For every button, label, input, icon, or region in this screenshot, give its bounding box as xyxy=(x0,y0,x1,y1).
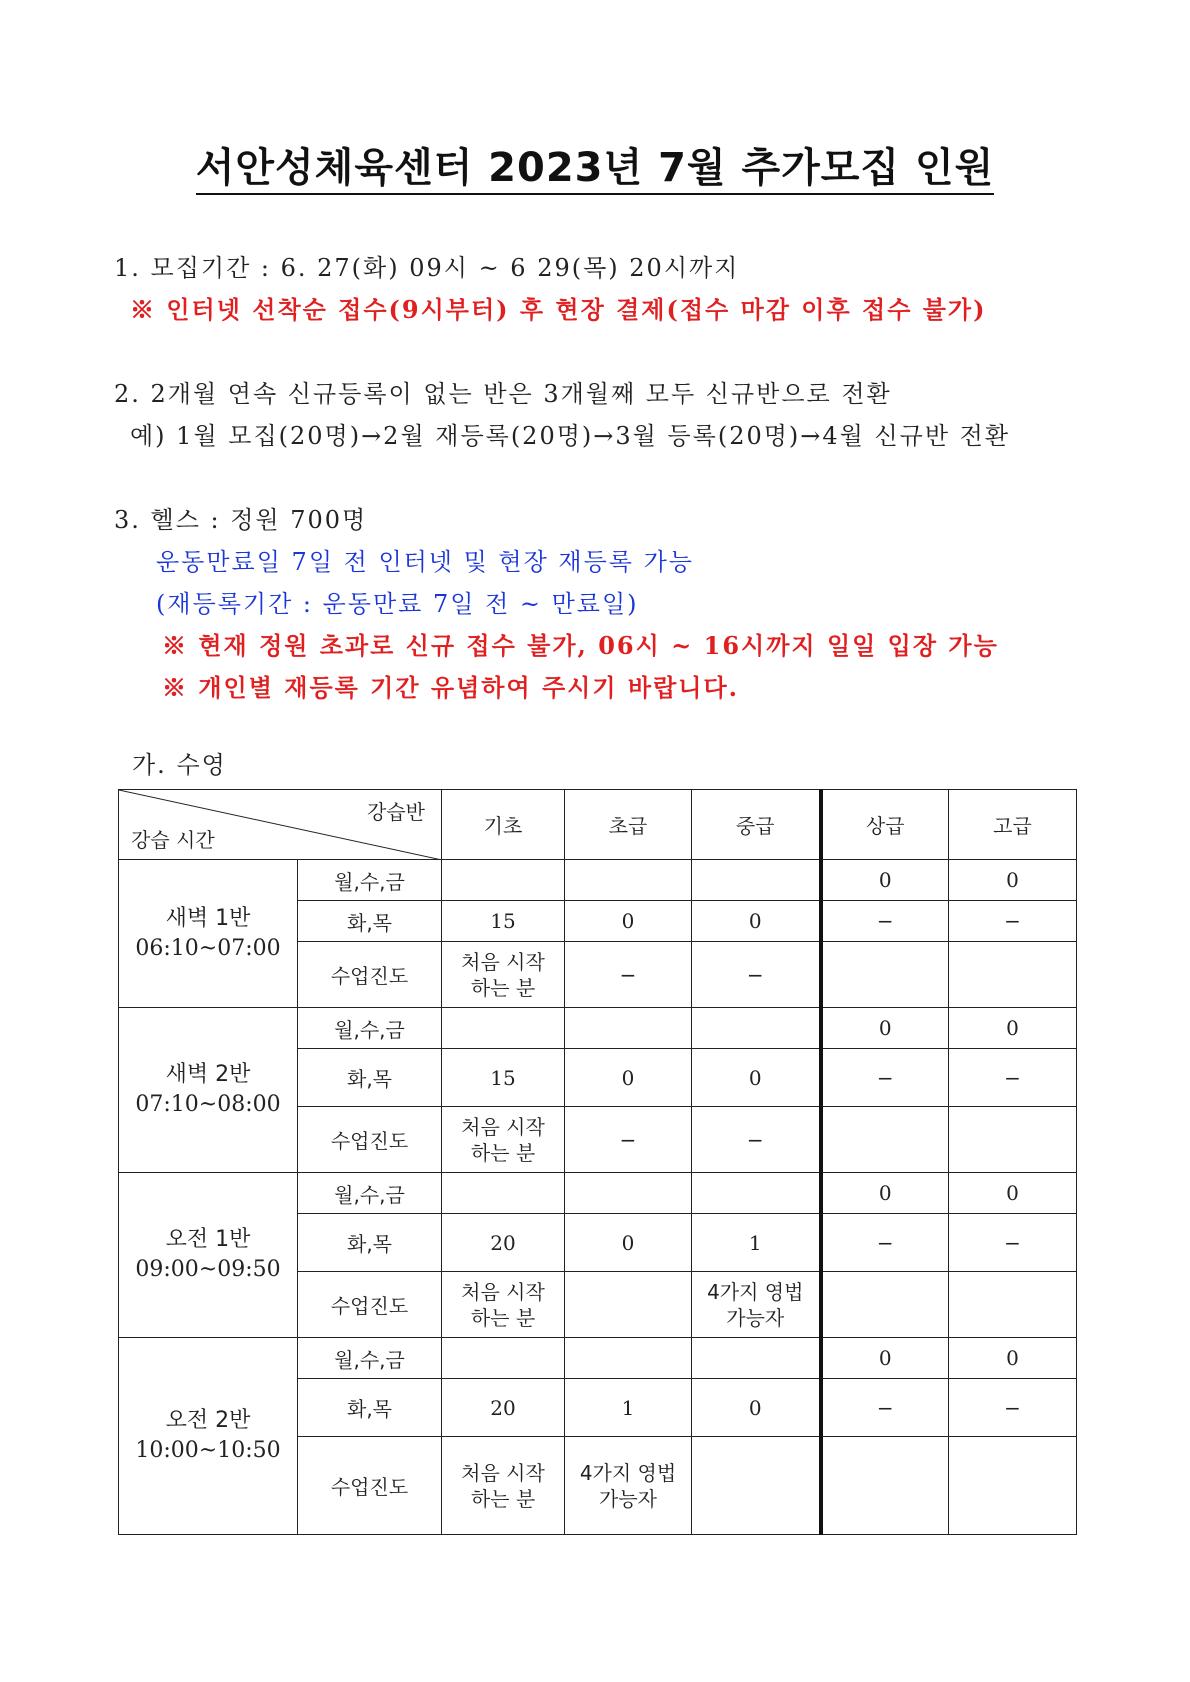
tt-count: 0 xyxy=(692,901,821,942)
progress-cell xyxy=(692,1272,821,1338)
progress-cell xyxy=(821,1272,949,1338)
swim-schedule-table xyxy=(118,789,1077,1535)
tt-count: − xyxy=(821,1049,949,1107)
day-label-progress: 수업진도 xyxy=(298,1437,442,1535)
mwf-count xyxy=(565,1173,692,1214)
progress-cell xyxy=(442,1437,565,1535)
class-name-cell xyxy=(119,1008,298,1173)
progress-text: − xyxy=(746,1127,764,1152)
conversion-example: 예) 1월 모집(20명)→2월 재등록(20명)→3월 등록(20명)→4월 신규반 전환 xyxy=(130,422,1011,450)
tt-count: 0 xyxy=(565,901,692,942)
mwf-count: 0 xyxy=(821,1008,949,1049)
mwf-count xyxy=(442,1338,565,1379)
progress-cell xyxy=(565,1437,692,1535)
class-name-cell xyxy=(119,1338,298,1535)
mwf-count xyxy=(565,1338,692,1379)
tt-count: 1 xyxy=(565,1379,692,1437)
tt-count: 1 xyxy=(692,1214,821,1272)
tt-count: − xyxy=(949,901,1077,942)
day-label-mwf: 월,수,금 xyxy=(298,1173,442,1214)
mwf-count xyxy=(442,1008,565,1049)
progress-text: 가능자 xyxy=(726,1305,785,1330)
class-name: 오전 1반 xyxy=(165,1227,251,1252)
class-time: 10:00~10:50 xyxy=(135,1438,281,1463)
progress-cell xyxy=(949,1107,1077,1173)
class-name-cell xyxy=(119,860,298,1008)
mwf-count xyxy=(565,860,692,901)
tt-count: 0 xyxy=(565,1214,692,1272)
health-reregister-note: 운동만료일 7일 전 인터넷 및 현장 재등록 가능 xyxy=(156,548,694,576)
tt-count: 15 xyxy=(442,901,565,942)
tt-count: − xyxy=(949,1214,1077,1272)
progress-text: 하는 분 xyxy=(470,975,536,1000)
progress-cell xyxy=(565,942,692,1008)
recruit-note: ※ 인터넷 선착순 접수(9시부터) 후 현장 결제(접수 마감 이후 접수 불가) xyxy=(130,295,987,324)
mwf-count: 0 xyxy=(949,1338,1077,1379)
level-header: 초급 xyxy=(565,790,692,860)
progress-text: 하는 분 xyxy=(470,1305,536,1330)
tt-count: 20 xyxy=(442,1214,565,1272)
mwf-count xyxy=(442,1173,565,1214)
day-label-progress: 수업진도 xyxy=(298,1107,442,1173)
progress-cell xyxy=(692,1107,821,1173)
class-time: 06:10~07:00 xyxy=(135,935,281,961)
mwf-count xyxy=(565,1008,692,1049)
day-label-progress: 수업진도 xyxy=(298,942,442,1008)
progress-cell xyxy=(442,1107,565,1173)
day-label-tt: 화,목 xyxy=(298,1049,442,1107)
level-header: 기초 xyxy=(442,790,565,860)
progress-text: 4가지 영법 xyxy=(707,1279,804,1304)
mwf-count xyxy=(692,1338,821,1379)
progress-text: 처음 시작 xyxy=(461,1114,545,1139)
mwf-count: 0 xyxy=(821,1173,949,1214)
progress-cell xyxy=(949,1272,1077,1338)
progress-text: 처음 시작 xyxy=(461,949,545,974)
progress-text: 하는 분 xyxy=(470,1486,536,1511)
level-header: 고급 xyxy=(949,790,1077,860)
corner-time-label: 강습 시간 xyxy=(131,828,215,852)
level-header: 상급 xyxy=(821,790,949,860)
health-capacity: 3. 헬스 : 정원 700명 xyxy=(114,506,368,534)
mwf-count: 0 xyxy=(821,860,949,901)
conversion-rule: 2. 2개월 연속 신규등록이 없는 반은 3개월째 모두 신규반으로 전환 xyxy=(114,380,892,408)
day-label-mwf: 월,수,금 xyxy=(298,860,442,901)
day-label-tt: 화,목 xyxy=(298,901,442,942)
progress-cell xyxy=(565,1107,692,1173)
progress-text: − xyxy=(619,1127,637,1152)
progress-text: − xyxy=(619,962,637,987)
tt-count: 0 xyxy=(692,1049,821,1107)
progress-text: 하는 분 xyxy=(470,1140,536,1165)
progress-cell xyxy=(821,942,949,1008)
day-label-progress: 수업진도 xyxy=(298,1272,442,1338)
day-label-mwf: 월,수,금 xyxy=(298,1338,442,1379)
class-name: 오전 2반 xyxy=(165,1408,251,1433)
tt-count: − xyxy=(821,1379,949,1437)
progress-cell xyxy=(821,1437,949,1535)
tt-count: 20 xyxy=(442,1379,565,1437)
progress-text: 가능자 xyxy=(599,1486,657,1511)
progress-cell xyxy=(442,1272,565,1338)
mwf-count: 0 xyxy=(949,1173,1077,1214)
progress-text: 4가지 영법 xyxy=(579,1460,677,1485)
mwf-count: 0 xyxy=(949,860,1077,901)
mwf-count xyxy=(692,1008,821,1049)
class-name: 새벽 1반 xyxy=(165,905,251,931)
health-reregister-period: (재등록기간 : 운동만료 7일 전 ~ 만료일) xyxy=(156,590,639,618)
class-name-cell xyxy=(119,1173,298,1338)
progress-cell xyxy=(692,1437,821,1535)
mwf-count xyxy=(442,860,565,901)
page-title: 서안성체육센터 2023년 7월 추가모집 인원 xyxy=(0,136,1190,193)
tt-count: 0 xyxy=(692,1379,821,1437)
mwf-count: 0 xyxy=(949,1008,1077,1049)
swim-heading: 가. 수영 xyxy=(132,751,227,779)
class-time: 09:00~09:50 xyxy=(135,1257,281,1282)
corner-level-label: 강습반 xyxy=(367,800,425,824)
progress-cell xyxy=(821,1107,949,1173)
progress-cell xyxy=(692,942,821,1008)
health-capacity-notice: ※ 현재 정원 초과로 신규 접수 불가, 06시 ~ 16시까지 일일 입장 가능 xyxy=(162,631,999,660)
progress-cell xyxy=(442,942,565,1008)
tt-count: − xyxy=(949,1049,1077,1107)
day-label-mwf: 월,수,금 xyxy=(298,1008,442,1049)
progress-text: 처음 시작 xyxy=(461,1279,545,1304)
level-header: 중급 xyxy=(692,790,821,860)
day-label-tt: 화,목 xyxy=(298,1379,442,1437)
class-time: 07:10~08:00 xyxy=(135,1092,281,1117)
tt-count: − xyxy=(821,901,949,942)
tt-count: − xyxy=(821,1214,949,1272)
health-period-notice: ※ 개인별 재등록 기간 유념하여 주시기 바랍니다. xyxy=(162,673,739,702)
tt-count: − xyxy=(949,1379,1077,1437)
mwf-count xyxy=(692,860,821,901)
day-label-tt: 화,목 xyxy=(298,1214,442,1272)
recruit-period: 1. 모집기간 : 6. 27(화) 09시 ~ 6 29(목) 20시까지 xyxy=(114,254,740,282)
class-name: 새벽 2반 xyxy=(165,1062,251,1087)
progress-text: 처음 시작 xyxy=(461,1460,545,1485)
tt-count: 15 xyxy=(442,1049,565,1107)
table-corner-header xyxy=(119,790,442,860)
progress-cell xyxy=(949,1437,1077,1535)
progress-cell xyxy=(565,1272,692,1338)
tt-count: 0 xyxy=(565,1049,692,1107)
progress-cell xyxy=(949,942,1077,1008)
progress-text: − xyxy=(746,962,764,987)
mwf-count xyxy=(692,1173,821,1214)
mwf-count: 0 xyxy=(821,1338,949,1379)
